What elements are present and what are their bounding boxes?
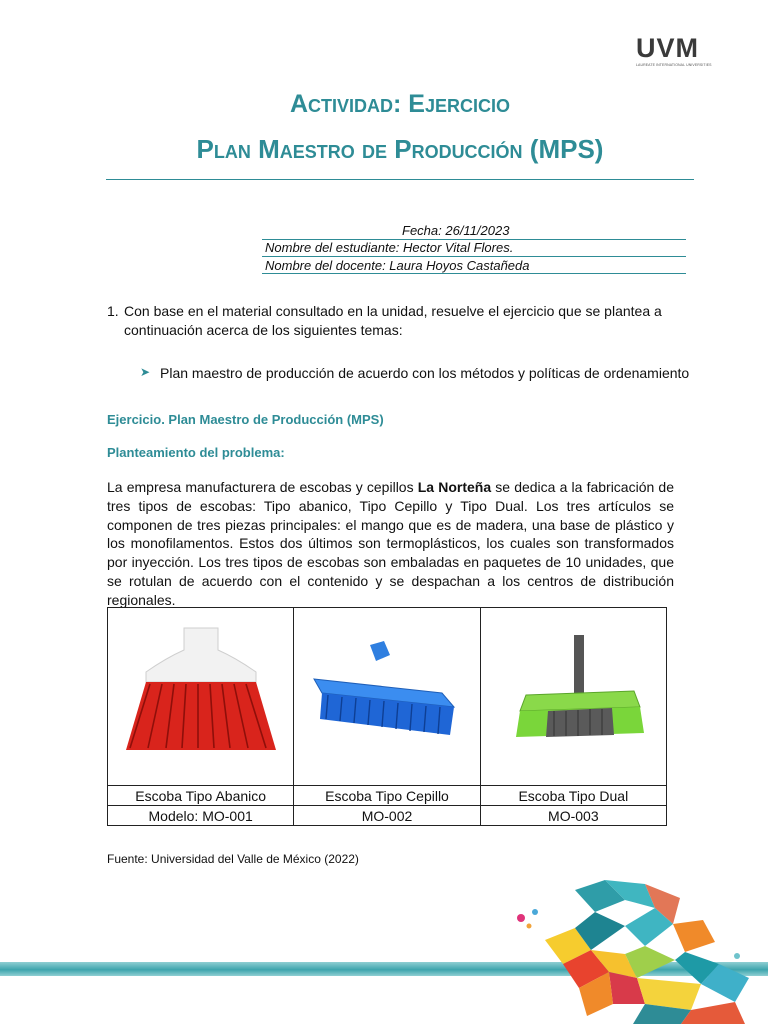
- product-image-cepillo: [294, 608, 480, 786]
- dual-broom-icon: [488, 625, 658, 765]
- logo-subtitle: LAUREATE INTERNATIONAL UNIVERSITIES: [636, 63, 712, 67]
- underline: [262, 256, 686, 257]
- student-name: Nombre del estudiante: Hector Vital Flores.: [265, 240, 514, 255]
- product-model: MO-002: [294, 806, 480, 826]
- logo-text: UVM: [636, 33, 699, 63]
- section-subheading: Planteamiento del problema:: [107, 445, 285, 460]
- fan-broom-icon: [116, 620, 286, 770]
- title-divider: [106, 179, 694, 180]
- product-table: [107, 607, 667, 826]
- name-row: [108, 786, 667, 806]
- problem-paragraph: [107, 478, 674, 610]
- product-model: Modelo: MO-001: [108, 806, 294, 826]
- brush-broom-icon: [302, 635, 472, 755]
- product-name: Escoba Tipo Dual: [480, 786, 666, 806]
- underline: [262, 273, 686, 274]
- model-row: [108, 806, 667, 826]
- bullet-text: Plan maestro de producción de acuerdo con los métodos y políticas de ordenamiento: [160, 365, 690, 381]
- para-text: se dedica a la fabricación de tres tipos de escobas: Tipo abanico, Tipo Cepillo y Tipo Dual. Los tres artículos se componen de tres piezas principales: el mango que es de madera, una base de plástico y los monofilamentos. Estos dos últimos son termoplásticos, los cuales son transformados por inyección. Los tres tipos de escobas son embaladas en paquetes de 10 unidades, que se rotulan de acuerdo con el contenido y se despachan a los centros de distribución regionales.: [107, 479, 674, 608]
- image-row: [108, 608, 667, 786]
- source-citation: Fuente: Universidad del Valle de México (2022): [107, 852, 359, 866]
- section-heading: Ejercicio. Plan Maestro de Producción (MPS): [107, 412, 384, 427]
- product-name: Escoba Tipo Abanico: [108, 786, 294, 806]
- question-number: 1.: [107, 303, 119, 319]
- product-image-dual: [480, 608, 666, 786]
- arrow-bullet-icon: ➤: [140, 365, 151, 379]
- cubes-decoration-icon: [505, 880, 768, 1024]
- teacher-name: Nombre del docente: Laura Hoyos Castañeda: [265, 258, 530, 273]
- para-text: La empresa manufacturera de escobas y cepillos: [107, 479, 418, 495]
- activity-title: Actividad: Ejercicio: [289, 90, 510, 118]
- uvm-logo: [636, 34, 720, 67]
- question-text: Con base en el material consultado en la unidad, resuelve el ejercicio que se plantea a continuación acerca de los siguientes temas:: [124, 303, 662, 338]
- document-title: Plan Maestro de Producción (MPS): [196, 134, 604, 164]
- product-name: Escoba Tipo Cepillo: [294, 786, 480, 806]
- product-model: MO-003: [480, 806, 666, 826]
- company-name: La Norteña: [417, 479, 492, 495]
- product-image-abanico: [108, 608, 294, 786]
- date-field: Fecha: 26/11/2023: [402, 223, 510, 238]
